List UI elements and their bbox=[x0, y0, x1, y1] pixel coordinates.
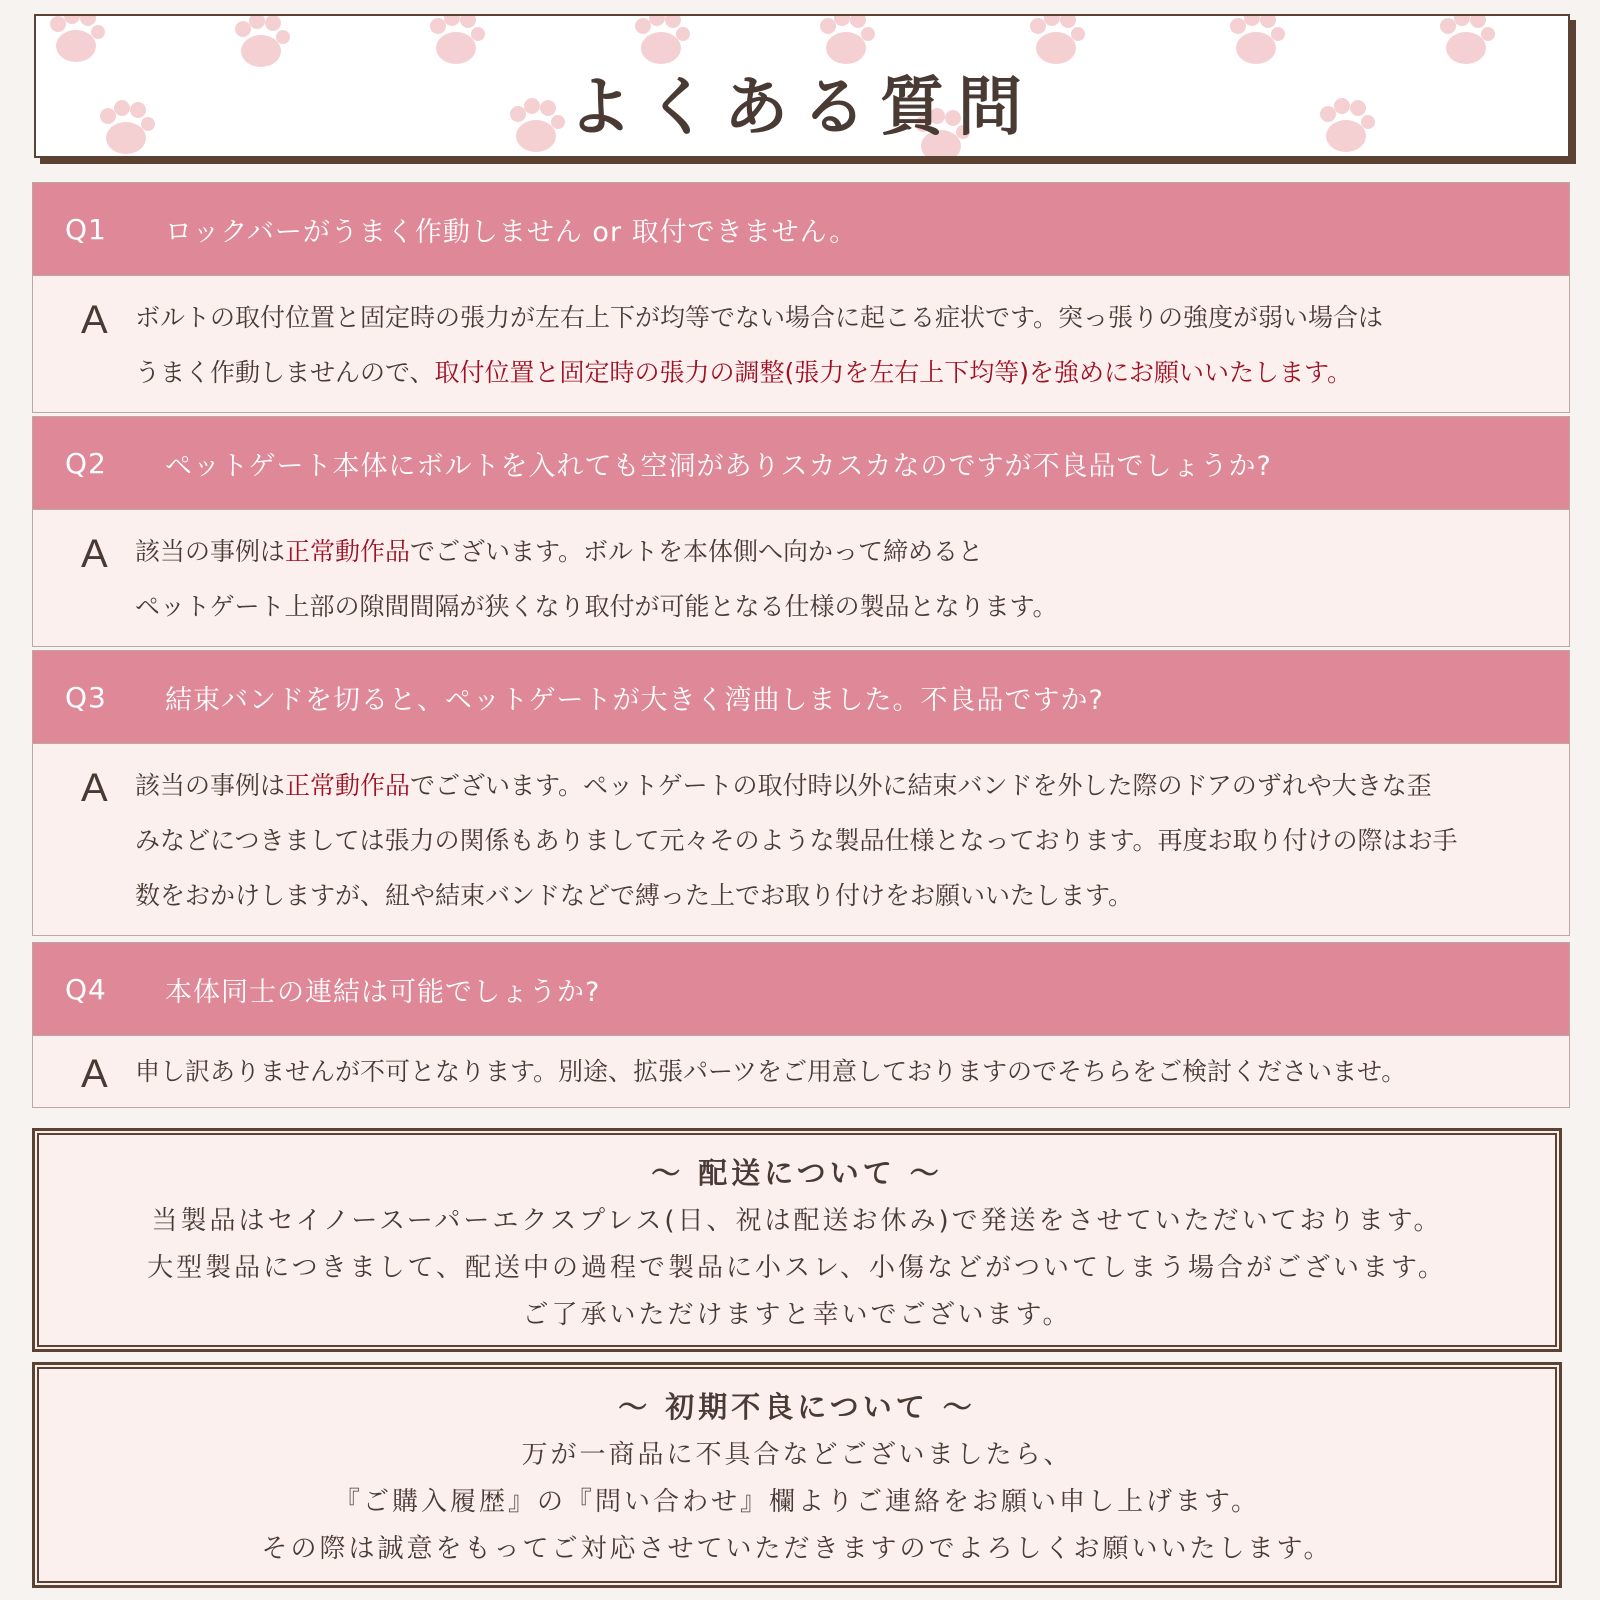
question-text: ペットゲート本体にボルトを入れても空洞がありスカスカなのですが不良品でしょうか? bbox=[165, 450, 1272, 482]
defect-info-box bbox=[32, 1362, 1562, 1588]
faq-item-2 bbox=[32, 416, 1570, 647]
question-bar bbox=[33, 417, 1569, 509]
answer-line: みなどにつきましては張力の関係もありまして元々そのような製品仕様となっております。再度お取り付けの際はお手 bbox=[135, 826, 1458, 855]
defect-line: 『ご購入履歴』の『問い合わせ』欄よりご連絡をお願い申し上げます。 bbox=[334, 1487, 1260, 1517]
answer-line: ボルトの取付位置と固定時の張力が左右上下が均等でない場合に起こる症状です。突っ張りの強度が弱い場合は bbox=[135, 303, 1384, 332]
question-bar bbox=[33, 651, 1569, 743]
answer-line: 数をおかけしますが、紐や結束バンドなどで縛った上でお取り付けをお願いいたします。 bbox=[135, 881, 1134, 910]
page-title: よくある質問 bbox=[568, 71, 1036, 145]
question-text: ロックバーがうまく作動しません or 取付できません。 bbox=[165, 216, 858, 248]
answer-block bbox=[33, 743, 1569, 935]
answer-block bbox=[33, 1035, 1569, 1107]
question-number: Q2 bbox=[65, 446, 107, 480]
answer-mark: A bbox=[81, 298, 108, 342]
shipping-title: 〜 配送について 〜 bbox=[651, 1156, 943, 1190]
defect-line: 万が一商品に不具合などございましたら、 bbox=[521, 1440, 1073, 1470]
answer-highlight: 正常動作品 bbox=[285, 537, 411, 566]
shipping-line: 大型製品につきまして、配送中の過程で製品に小スレ、小傷などがついてしまう場合がございます。 bbox=[147, 1253, 1447, 1283]
question-number: Q1 bbox=[65, 212, 107, 246]
shipping-info-box bbox=[32, 1128, 1562, 1352]
answer-line: 申し訳ありませんが不可となります。別途、拡張パーツをご用意しておりますのでそちらをご検討くださいませ。 bbox=[135, 1057, 1407, 1086]
question-bar bbox=[33, 183, 1569, 275]
shipping-line: 当製品はセイノースーパーエクスプレス(日、祝は配送お休み)で発送をさせていただいております。 bbox=[151, 1206, 1443, 1236]
answer-line: うまく作動しませんので、取付位置と固定時の張力の調整(張力を左右上下均等)を強めにお願いいたします。 bbox=[135, 358, 1353, 387]
header-banner bbox=[34, 14, 1570, 158]
answer-block bbox=[33, 509, 1569, 646]
defect-title: 〜 初期不良について 〜 bbox=[618, 1390, 976, 1424]
shipping-line: ご了承いただけますと幸いでございます。 bbox=[522, 1300, 1072, 1330]
question-bar bbox=[33, 943, 1569, 1035]
answer-line: 該当の事例は正常動作品でございます。ボルトを本体側へ向かって締めると bbox=[135, 537, 984, 566]
answer-block bbox=[33, 275, 1569, 412]
question-number: Q3 bbox=[65, 680, 107, 714]
faq-item-4 bbox=[32, 942, 1570, 1108]
question-number: Q4 bbox=[65, 972, 107, 1006]
faq-item-1 bbox=[32, 182, 1570, 413]
answer-highlight: 正常動作品 bbox=[285, 771, 411, 800]
answer-line: 該当の事例は正常動作品でございます。ペットゲートの取付時以外に結束バンドを外した際のドアのずれや大きな歪 bbox=[135, 771, 1432, 800]
faq-item-3 bbox=[32, 650, 1570, 936]
answer-line: ペットゲート上部の隙間間隔が狭くなり取付が可能となる仕様の製品となります。 bbox=[135, 592, 1058, 621]
answer-mark: A bbox=[81, 766, 108, 810]
defect-line: その際は誠意をもってご対応させていただきますのでよろしくお願いいたします。 bbox=[261, 1534, 1333, 1564]
answer-highlight: 取付位置と固定時の張力の調整(張力を左右上下均等)を強めにお願いいたします。 bbox=[434, 358, 1353, 387]
question-text: 本体同士の連結は可能でしょうか? bbox=[165, 976, 601, 1008]
answer-mark: A bbox=[81, 1052, 108, 1096]
question-text: 結束バンドを切ると、ペットゲートが大きく湾曲しました。不良品ですか? bbox=[165, 684, 1104, 716]
answer-mark: A bbox=[81, 532, 108, 576]
